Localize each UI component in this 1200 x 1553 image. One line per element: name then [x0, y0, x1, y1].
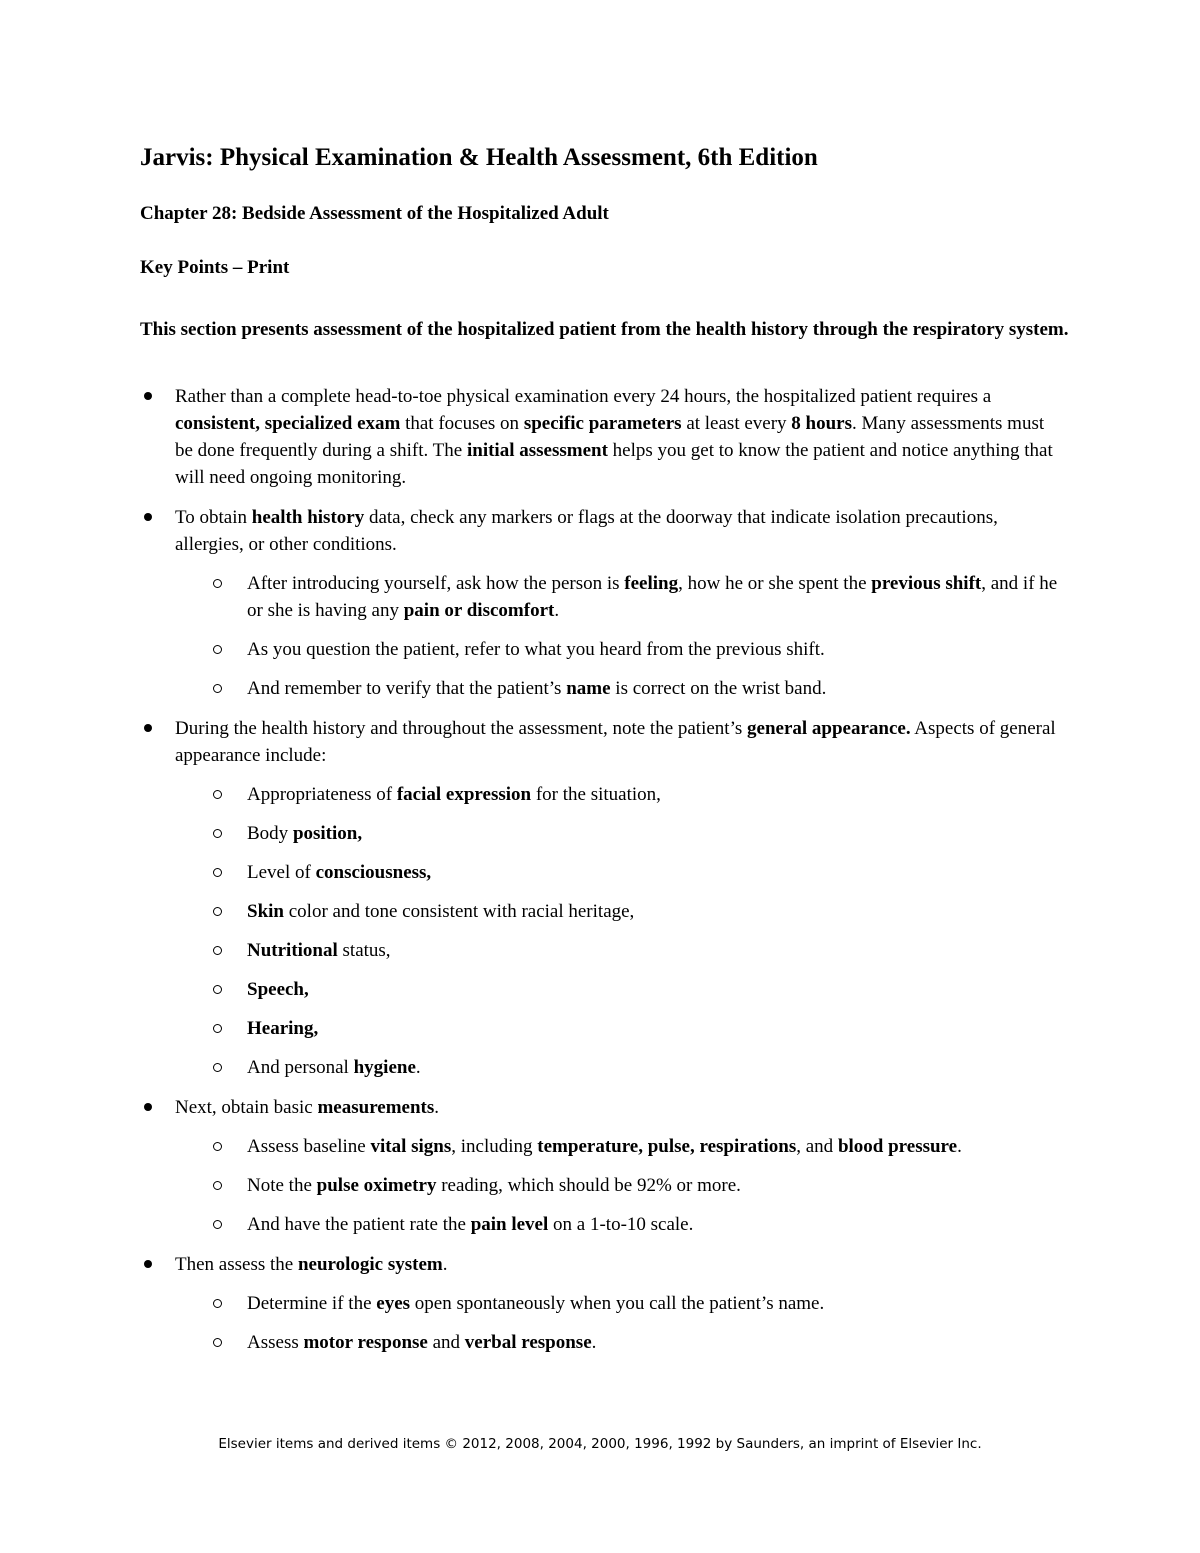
text-segment: . Many assessments must be done frequently during a shift. The [175, 413, 1045, 461]
emphasis-text: feeling [624, 573, 679, 594]
emphasis-text: Hearing, [247, 1018, 319, 1039]
emphasis-text: initial assessment [466, 440, 608, 461]
text-segment: Note the [247, 1175, 317, 1196]
text-segment: After introducing yourself, ask how the person is [247, 573, 625, 594]
text-segment: . [554, 600, 560, 621]
emphasis-text: neurologic system [297, 1254, 443, 1275]
emphasis-text: specific parameters [523, 413, 682, 434]
bullet-item [140, 383, 1060, 491]
sub-bullet-item [140, 781, 1060, 808]
text-segment: . [591, 1332, 597, 1353]
text-segment: open spontaneously when you call the patient’s name. [410, 1293, 825, 1314]
sub-bullet-item [140, 1172, 1060, 1199]
key-points-list [140, 383, 1060, 1356]
text-segment: As you question the patient, refer to what you heard from the previous shift. [247, 639, 825, 660]
text-segment: And have the patient rate the [247, 1214, 471, 1235]
text-segment: status, [337, 940, 391, 961]
emphasis-text: pain level [470, 1214, 549, 1235]
text-segment: And personal [247, 1057, 354, 1078]
sub-bullet-item [140, 570, 1060, 624]
text-segment: , and if he or she is having any [247, 573, 1058, 621]
sub-bullet-item [140, 1290, 1060, 1317]
emphasis-text: pain or discomfort [403, 600, 555, 621]
emphasis-text: vital signs [370, 1136, 452, 1157]
text-segment: Next, obtain basic [175, 1097, 318, 1118]
text-segment: color and tone consistent with racial heritage, [283, 901, 635, 922]
section-label: Key Points – Print [140, 257, 290, 278]
intro-paragraph: This section presents assessment of the hospitalized patient from the health history through the respiratory system. [140, 319, 1069, 340]
text-segment: . [434, 1097, 440, 1118]
emphasis-text: motor response [303, 1332, 428, 1353]
copyright-footer: Elsevier items and derived items © 2012, 2008, 2004, 2000, 1996, 1992 by Saunders, an imprint of Elsevier Inc. [218, 1436, 982, 1452]
emphasis-text: hygiene [353, 1057, 416, 1078]
document-title: Jarvis: Physical Examination & Health Assessment, 6th Edition [140, 144, 818, 171]
sub-bullet-item [140, 675, 1060, 702]
emphasis-text: pulse oximetry [316, 1175, 437, 1196]
text-segment: is correct on the wrist band. [610, 678, 827, 699]
bullet-item [140, 715, 1060, 769]
sub-bullet-item [140, 820, 1060, 847]
emphasis-text: consciousness, [315, 862, 432, 883]
text-segment: that focuses on [400, 413, 524, 434]
text-segment: for the situation, [531, 784, 661, 805]
bullet-item [140, 1094, 1060, 1121]
sub-bullet-item [140, 1329, 1060, 1356]
text-segment: Determine if the [247, 1293, 377, 1314]
sub-bullet-item [140, 1015, 1060, 1042]
text-segment: and [427, 1332, 465, 1353]
text-segment: . [957, 1136, 962, 1157]
emphasis-text: consistent, specialized exam [175, 413, 401, 434]
text-segment: Level of [247, 862, 316, 883]
text-segment: And remember to verify that the patient’s [247, 678, 567, 699]
emphasis-text: temperature, pulse, respirations [537, 1136, 797, 1157]
text-segment: Assess baseline [247, 1136, 371, 1157]
emphasis-text: facial expression [396, 784, 532, 805]
text-segment: , including [451, 1136, 538, 1157]
emphasis-text: Nutritional [247, 940, 338, 961]
emphasis-text: measurements [317, 1097, 435, 1118]
text-segment: . [415, 1057, 421, 1078]
emphasis-text: blood pressure [837, 1136, 958, 1157]
emphasis-text: health history [251, 507, 365, 528]
text-segment: Rather than a complete head-to-toe physical examination every 24 hours, the hospitalized patient requires a [175, 386, 992, 407]
emphasis-text: general appearance. [747, 718, 911, 739]
sub-bullet-item [140, 976, 1060, 1003]
text-segment: Then assess the [175, 1254, 298, 1275]
sub-bullet-item [140, 636, 1060, 663]
emphasis-text: Speech, [247, 979, 309, 1000]
text-segment: Appropriateness of [247, 784, 397, 805]
sub-bullet-item [140, 1054, 1060, 1081]
chapter-heading: Chapter 28: Bedside Assessment of the Hospitalized Adult [140, 203, 609, 224]
text-segment: . [442, 1254, 448, 1275]
sub-bullet-item [140, 1211, 1060, 1238]
emphasis-text: position, [292, 823, 363, 844]
emphasis-text: previous shift [871, 573, 982, 594]
bullet-item [140, 1251, 1060, 1278]
emphasis-text: name [566, 678, 611, 699]
sub-bullet-item [140, 1133, 1060, 1160]
text-segment: To obtain [175, 507, 252, 528]
sub-bullet-item [140, 859, 1060, 886]
text-segment: , and [796, 1136, 838, 1157]
text-segment: Body [247, 823, 293, 844]
emphasis-text: 8 hours [791, 413, 853, 434]
text-segment: at least every [681, 413, 792, 434]
text-segment: helps you get to know the patient and notice anything that will need ongoing monitoring. [175, 440, 1053, 488]
sub-bullet-item [140, 937, 1060, 964]
text-segment: on a 1-to-10 scale. [548, 1214, 694, 1235]
text-segment: Assess [247, 1332, 304, 1353]
text-segment: , how he or she spent the [678, 573, 872, 594]
emphasis-text: Skin [247, 901, 284, 922]
emphasis-text: verbal response [464, 1332, 592, 1353]
emphasis-text: eyes [376, 1293, 411, 1314]
sub-bullet-item [140, 898, 1060, 925]
text-segment: Aspects of general appearance include: [175, 718, 1056, 766]
text-segment: reading, which should be 92% or more. [436, 1175, 741, 1196]
text-segment: During the health history and throughout the assessment, note the patient’s [175, 718, 748, 739]
text-segment: data, check any markers or flags at the doorway that indicate isolation precautions, allergies, or other conditions. [175, 507, 998, 555]
bullet-item [140, 504, 1060, 558]
